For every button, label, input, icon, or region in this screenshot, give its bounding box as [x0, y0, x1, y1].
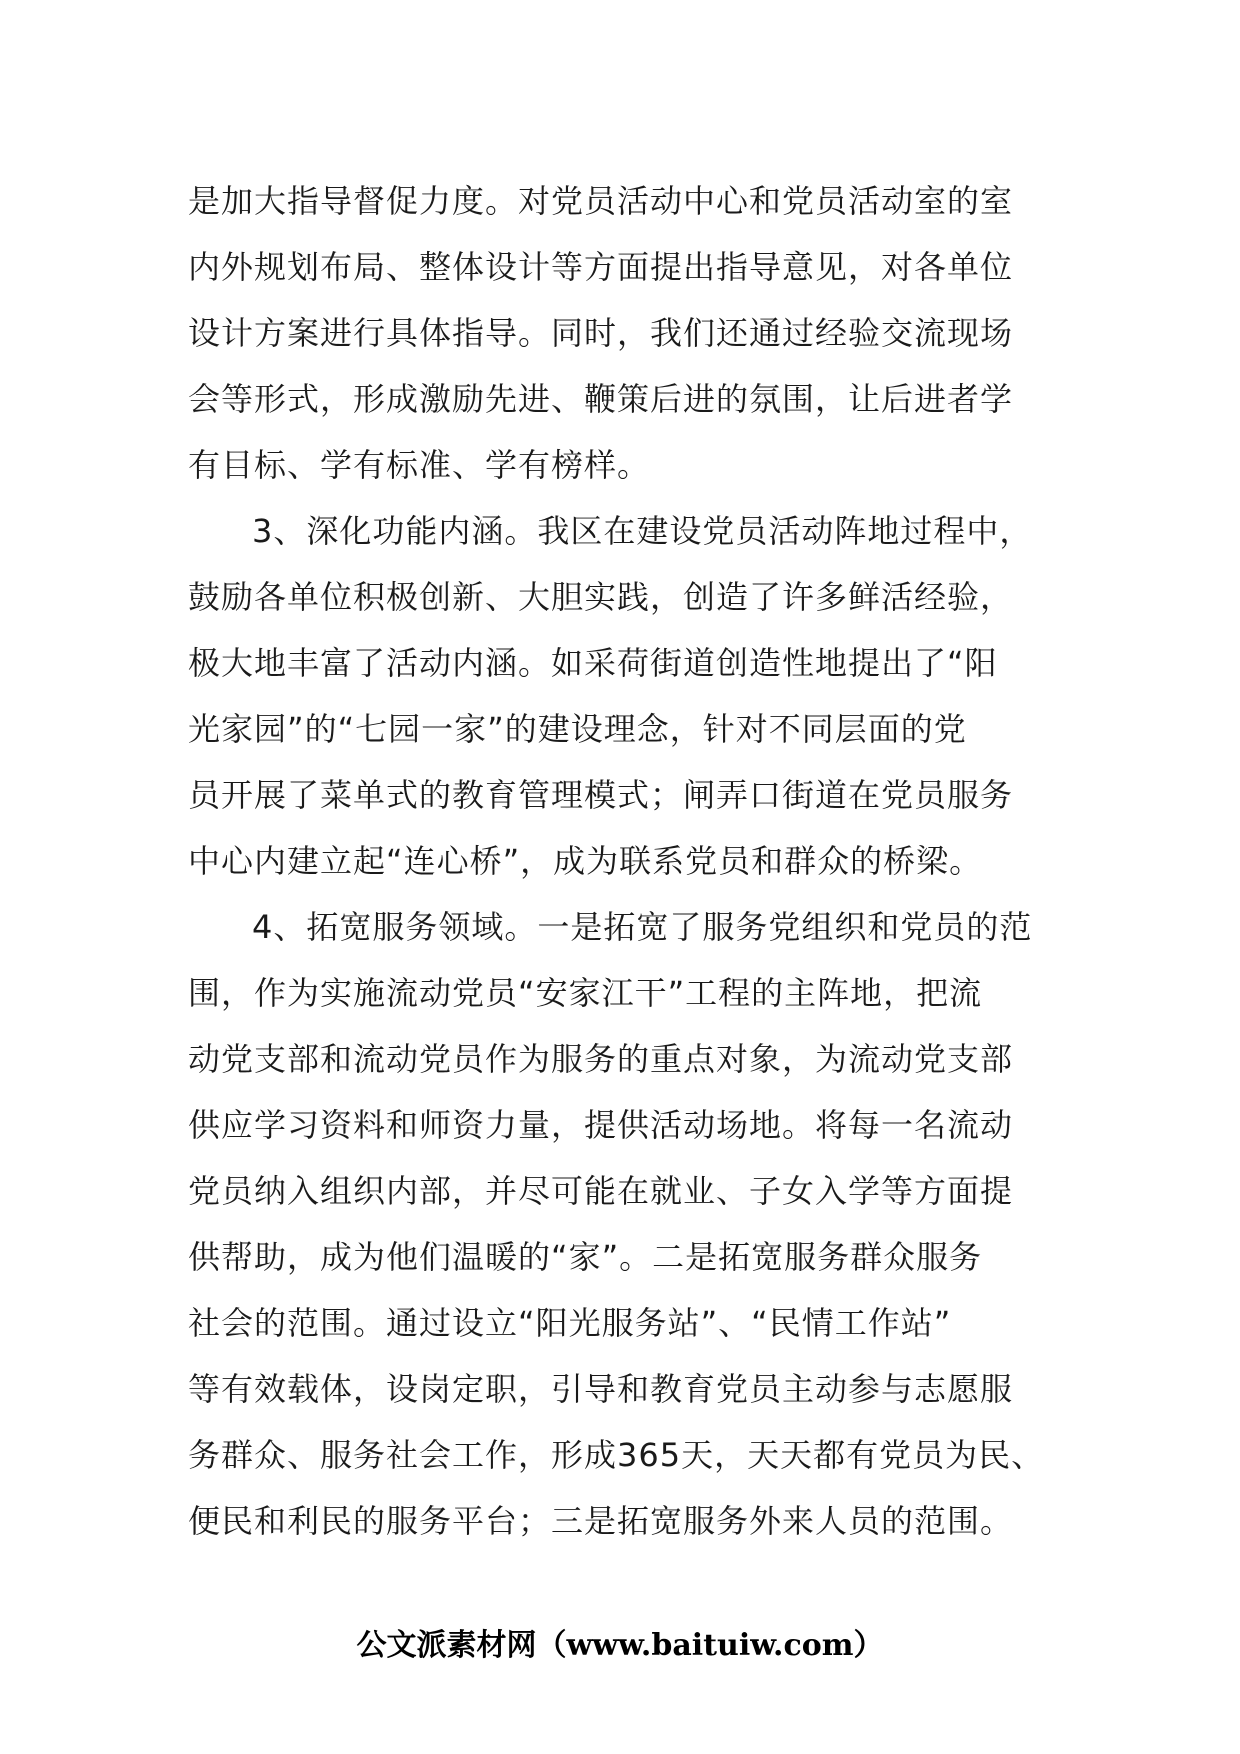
text-line: 极大地丰富了活动内涵。如采荷街道创造性地提出了“阳 — [188, 644, 998, 682]
text-line: 务群众、服务社会工作，形成365天，天天都有党员为民、 — [188, 1436, 1045, 1474]
text-line: 供应学习资料和师资力量，提供活动场地。将每一名流动 — [188, 1106, 1014, 1144]
section-3-heading-line: 3、深化功能内涵。我区在建设党员活动阵地过程中， — [252, 512, 1033, 550]
text-line: 会等形式，形成激励先进、鞭策后进的氛围，让后进者学 — [188, 380, 1014, 418]
text-line: 便民和利民的服务平台；三是拓宽服务外来人员的范围。 — [188, 1502, 1014, 1540]
text-line: 中心内建立起“连心桥”，成为联系党员和群众的桥梁。 — [188, 842, 983, 880]
text-line: 内外规划布局、整体设计等方面提出指导意见，对各单位 — [188, 248, 1014, 286]
text-line: 是加大指导督促力度。对党员活动中心和党员活动室的室 — [188, 182, 1014, 220]
text-line: 员开展了菜单式的教育管理模式；闸弄口街道在党员服务 — [188, 776, 1014, 814]
text-line: 光家园”的“七园一家”的建设理念，针对不同层面的党 — [188, 710, 967, 748]
text-line: 党员纳入组织内部，并尽可能在就业、子女入学等方面提 — [188, 1172, 1014, 1210]
text-line: 供帮助，成为他们温暖的“家”。二是拓宽服务群众服务 — [188, 1238, 983, 1276]
text-line: 动党支部和流动党员作为服务的重点对象，为流动党支部 — [188, 1040, 1014, 1078]
text-line: 设计方案进行具体指导。同时，我们还通过经验交流现场 — [188, 314, 1014, 352]
text-line: 等有效载体，设岗定职，引导和教育党员主动参与志愿服 — [188, 1370, 1014, 1408]
section-4-heading-line: 4、拓宽服务领域。一是拓宽了服务党组织和党员的范 — [252, 908, 1033, 946]
text-line: 鼓励各单位积极创新、大胆实践，创造了许多鲜活经验， — [188, 578, 1014, 616]
document-body — [188, 168, 1068, 1554]
text-line: 围，作为实施流动党员“安家江干”工程的主阵地，把流 — [188, 974, 983, 1012]
text-line: 有目标、学有标准、学有榜样。 — [188, 446, 651, 484]
footer-source-text: 公文派素材网（www.baituiw.com） — [356, 1628, 884, 1663]
text-line: 社会的范围。通过设立“阳光服务站”、“民情工作站” — [188, 1304, 952, 1342]
